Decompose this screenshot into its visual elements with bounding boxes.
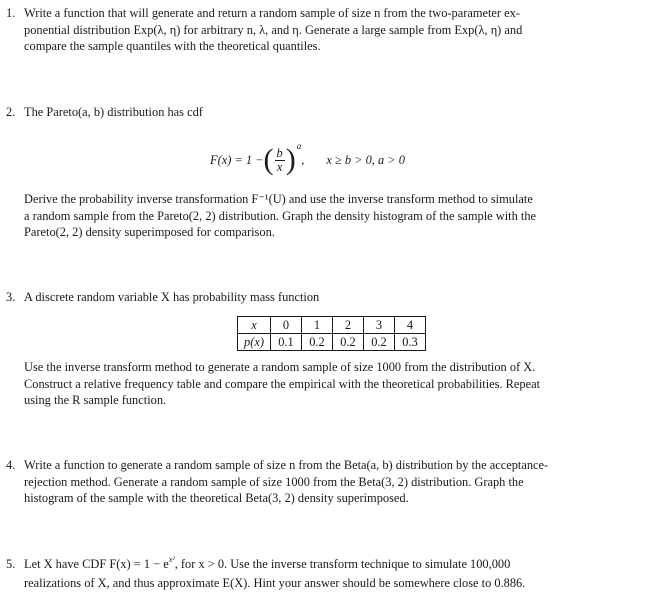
problem-5 — [6, 556, 658, 591]
problem-3 — [6, 289, 658, 306]
comma: , — [301, 152, 305, 167]
problem-text — [24, 359, 658, 409]
text-line: Derive the probability inverse transformation F⁻¹(U) and use the inverse transform method to simulate — [24, 192, 533, 206]
table-cell: 0.3 — [394, 334, 425, 351]
problem-text — [24, 191, 658, 241]
fraction-numerator: b — [276, 145, 283, 160]
table-cell: 1 — [301, 317, 332, 334]
table-row — [238, 334, 426, 351]
table-cell: 4 — [394, 317, 425, 334]
text-line: Write a function to generate a random sample of size n from the Beta(a, b) distribution by the acceptance- — [24, 458, 549, 472]
problem-text — [24, 556, 658, 591]
problem-number: 5. — [6, 557, 16, 571]
pmf-table — [237, 316, 426, 351]
problem-4 — [6, 457, 658, 507]
problem-text — [24, 5, 658, 55]
text-line: Construct a relative frequency table and compare the empirical with the theoretical probabilities. Repeat — [24, 376, 541, 391]
exponent: a — [296, 140, 302, 151]
right-paren: ) — [285, 143, 296, 176]
text-line: A discrete random variable X has probability mass function — [24, 290, 320, 304]
text-line: rejection method. Generate a random sample of size 1000 from the Beta(3, 2) distribution. Graph the — [24, 474, 524, 489]
text-line: Write a function that will generate and return a random sample of size n from the two-parameter ex- — [24, 6, 520, 20]
problem-number: 3. — [6, 290, 16, 304]
text-span: , for x > 0. Use the inverse transform technique to simulate 100,000 — [174, 557, 511, 571]
text-line — [24, 556, 658, 575]
problem-number: 1. — [6, 6, 16, 20]
text-line: using the R sample function. — [24, 393, 167, 407]
exponent: x² — [168, 555, 175, 564]
table-header-cell: p(x) — [238, 334, 271, 351]
text-line: realizations of X, and thus approximate E(X). Hint your answer should be somewhere close to 0.886. — [24, 575, 526, 590]
table-cell: 0.2 — [332, 334, 363, 351]
table-cell: 0.2 — [363, 334, 394, 351]
text-line: The Pareto(a, b) distribution has cdf — [24, 105, 203, 119]
text-line: histogram of the sample with the theoretical Beta(3, 2) density superimposed. — [24, 491, 409, 505]
text-line: Pareto(2, 2) density superimposed for comparison. — [24, 225, 275, 239]
problem-3-continued — [6, 359, 658, 409]
table-cell: 0 — [270, 317, 301, 334]
table-cell: 0.1 — [270, 334, 301, 351]
cdf-condition: x ≥ b > 0, a > 0 — [326, 152, 405, 167]
table-cell: 2 — [332, 317, 363, 334]
problem-2-continued — [6, 191, 658, 241]
problem-1 — [6, 5, 658, 55]
cdf-formula — [210, 140, 405, 176]
problem-number: 2. — [6, 105, 16, 119]
text-line: a random sample from the Pareto(2, 2) distribution. Graph the density histogram of the sample with the — [24, 208, 537, 223]
cdf-lhs: F(x) = 1 − — [210, 152, 264, 167]
text-line: compare the sample quantiles with the theoretical quantiles. — [24, 39, 321, 53]
problem-number: 4. — [6, 458, 16, 472]
table-row — [238, 317, 426, 334]
text-span: Let X have CDF F(x) = 1 − e — [24, 557, 169, 571]
fraction-denominator: x — [276, 159, 283, 174]
problem-text — [24, 104, 658, 121]
table-cell: 0.2 — [301, 334, 332, 351]
text-line: ponential distribution Exp(λ, η) for arbitrary n, λ, and η. Generate a large sample from Exp(λ, η) and — [24, 22, 523, 37]
table-cell: 3 — [363, 317, 394, 334]
fraction — [275, 147, 285, 174]
text-line: Use the inverse transform method to generate a random sample of size 1000 from the distribution of X. — [24, 360, 536, 374]
table-header-cell: x — [238, 317, 271, 334]
problem-text — [24, 289, 658, 306]
problem-text — [24, 457, 658, 507]
problem-2 — [6, 104, 658, 121]
left-paren: ( — [263, 143, 274, 176]
